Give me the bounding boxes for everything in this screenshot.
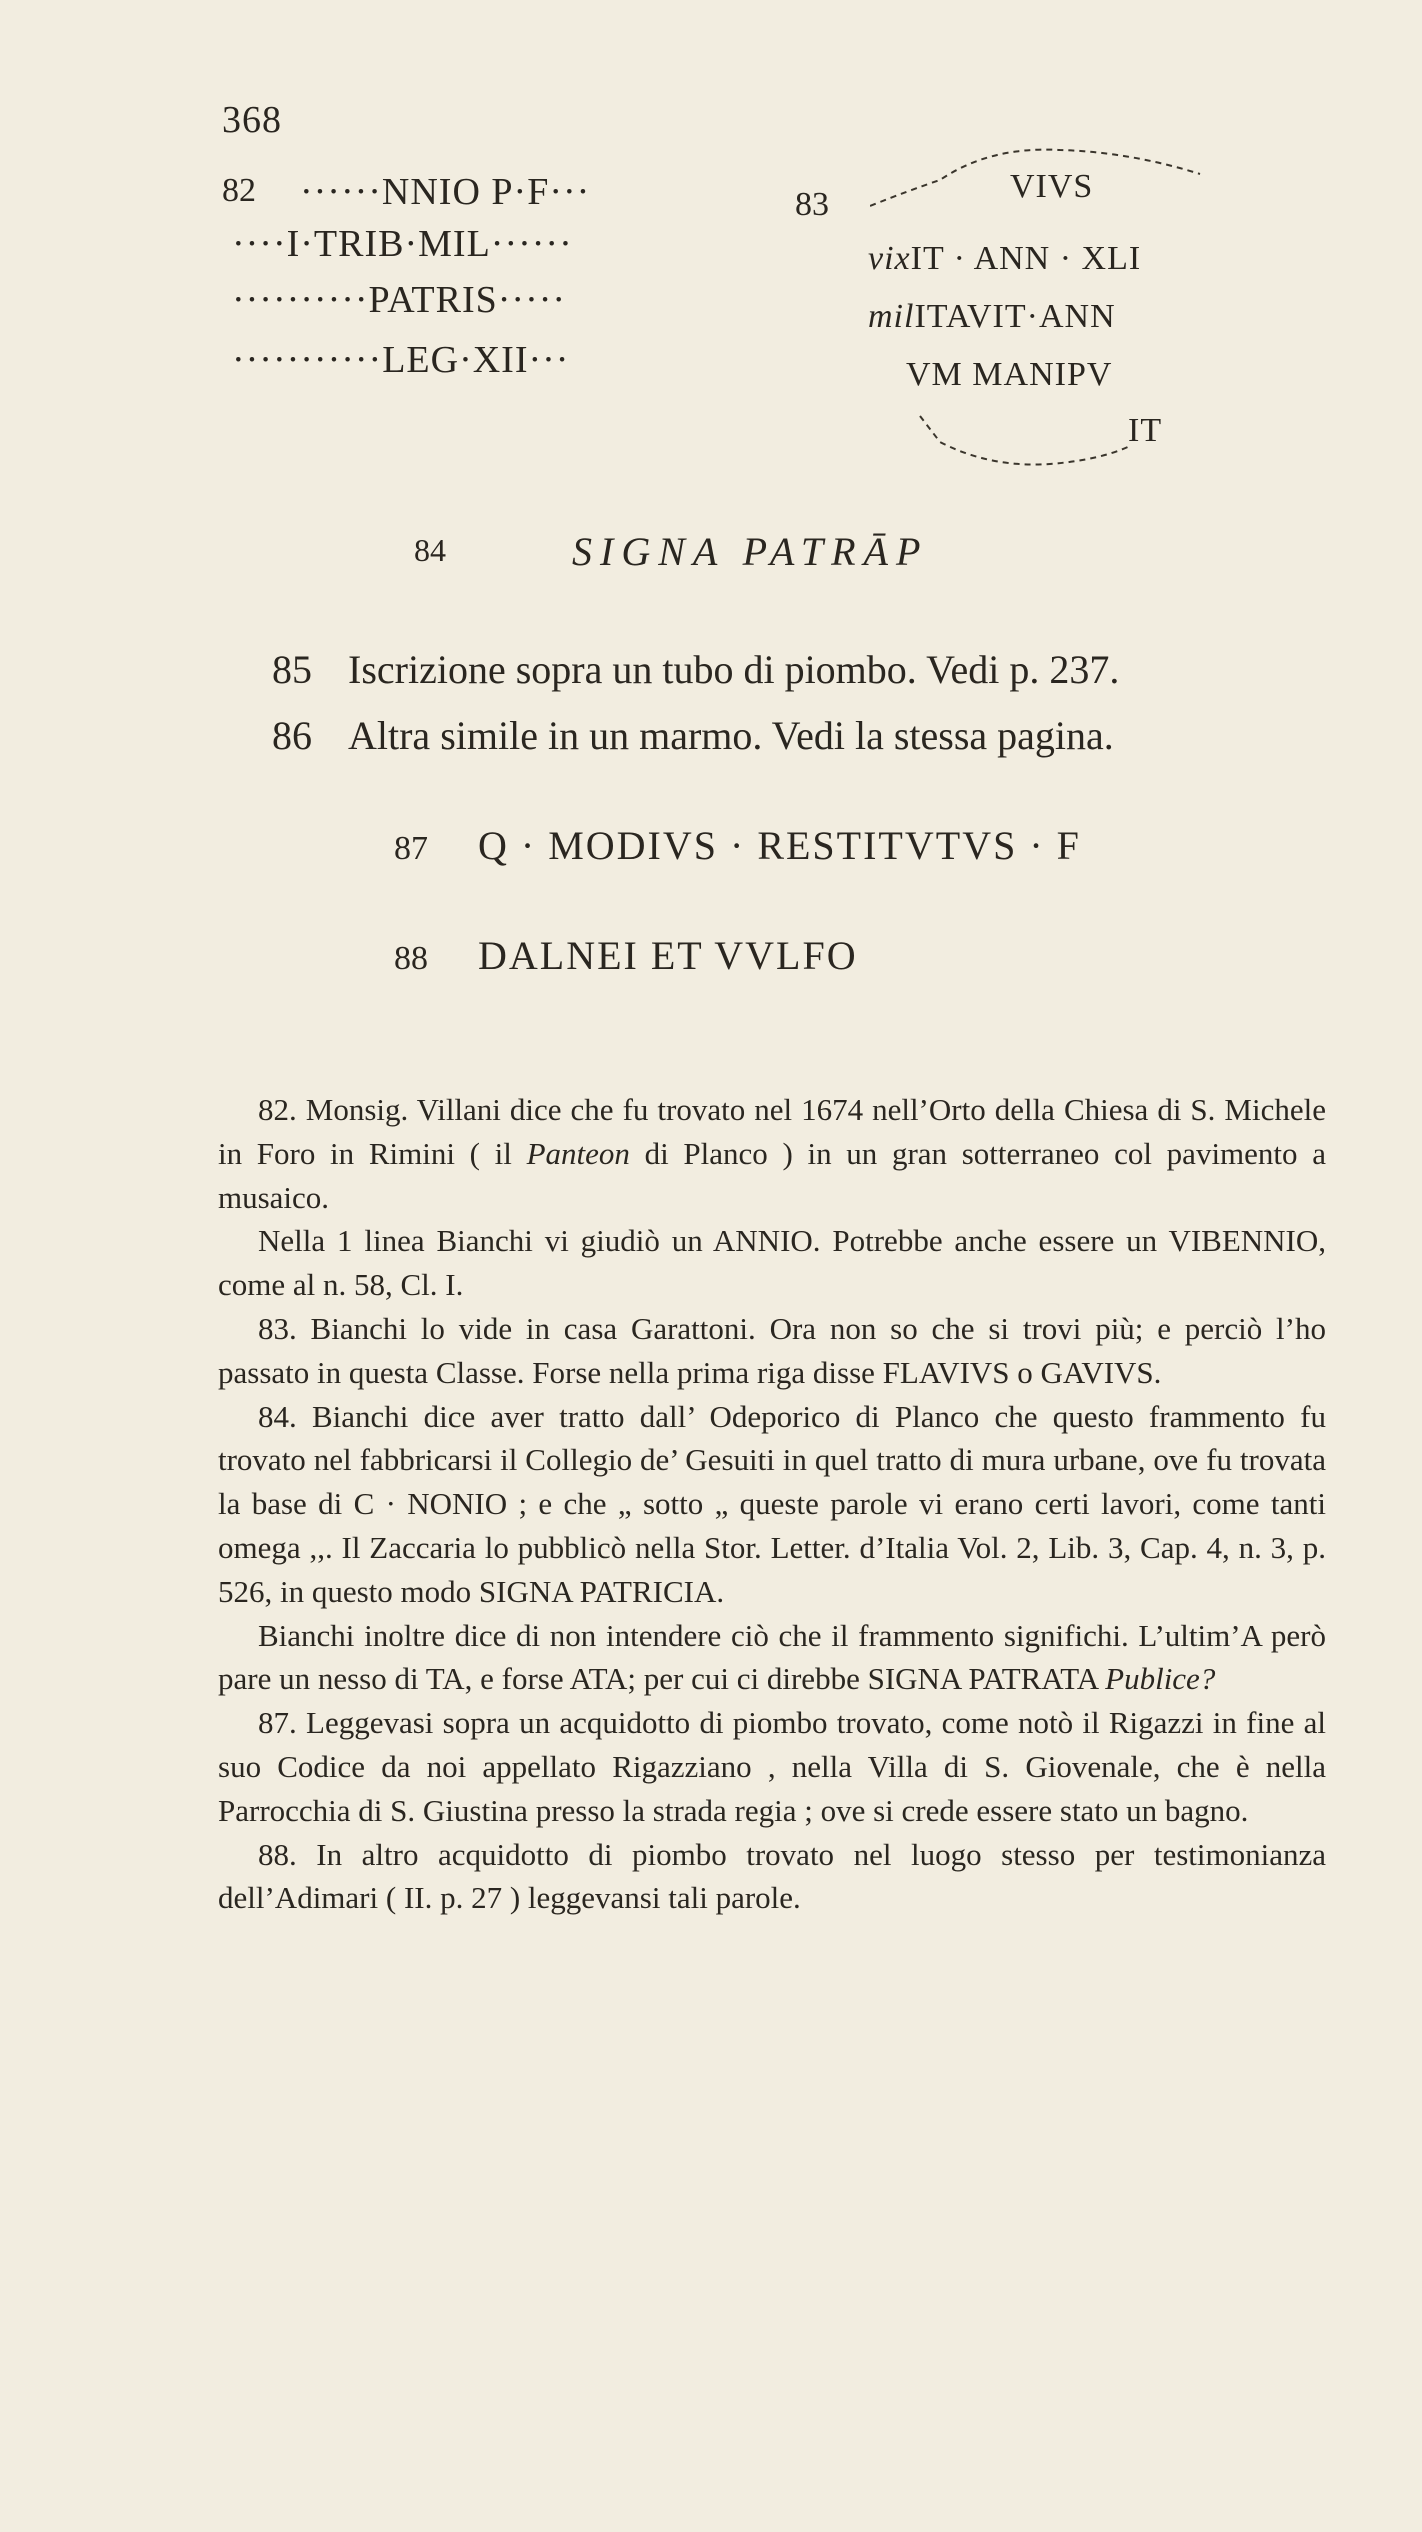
commentary-paragraph: 83. Bianchi lo vide in casa Garattoni. Ora non so che si trovi più; e perciò l’ho passato in questa Classe. Forse nella prima riga disse FLAVIVS o GAVIVS. bbox=[218, 1310, 1326, 1390]
commentary-paragraph: 88. In altro acquidotto di piombo trovato nel luogo stesso per testimonianza dell’Adimari ( II. p. 27 ) leggevansi tali parole. bbox=[218, 1836, 1326, 1916]
inscription-line: ··········PATRIS····· bbox=[232, 279, 567, 321]
commentary-paragraph: Nella 1 linea Bianchi vi giudiò un ANNIO. Potrebbe anche essere un VIBENNIO, come al n. 58, Cl. I. bbox=[218, 1223, 1326, 1303]
entry-86 bbox=[272, 712, 1114, 759]
entry-number: 85 bbox=[272, 647, 312, 692]
inscription-number-84: 84 bbox=[414, 532, 446, 568]
damage-outline-bottom bbox=[900, 412, 1150, 472]
entry-number: 86 bbox=[272, 713, 312, 758]
inscription-line: vixIT · ANN · XLI bbox=[868, 240, 1142, 277]
commentary-paragraph: 87. Leggevasi sopra un acquidotto di piombo trovato, come notò il Rigazzi in fine al suo Codice da noi appellato Rigazziano , nella Villa di S. Giovenale, che è nella Parrocchia di S. Giustina presso la strada regia ; ove si crede essere stato un bagno. bbox=[218, 1705, 1326, 1828]
inscription-line: VIVS bbox=[1010, 168, 1094, 205]
inscription-87 bbox=[394, 822, 1081, 869]
inscription-text: Q · MODIVS · RESTITVTVS · F bbox=[478, 823, 1081, 868]
inscription-number: 87 bbox=[394, 830, 428, 867]
inscription-line: ····I·TRIB·MIL······ bbox=[232, 223, 573, 265]
commentary-paragraph: 82. Monsig. Villani dice che fu trovato nel 1674 nell’Orto della Chiesa di S. Michele in Foro in Rimini ( il Panteon di Planco ) in un gran sotterraneo col pavimento a musaico. bbox=[218, 1092, 1326, 1215]
commentary-paragraph: Bianchi inoltre dice di non intendere ciò che il frammento significhi. L’ultim’A però pare un nesso di TA, e forse ATA; per cui ci direbbe SIGNA PATRATA Publice? bbox=[218, 1617, 1326, 1697]
commentary bbox=[218, 1088, 1326, 1920]
inscription-84-text: SIGNA PATRĀP bbox=[572, 529, 929, 574]
entry-85 bbox=[272, 646, 1119, 693]
inscription-number: 82 bbox=[222, 172, 256, 209]
inscription-line: milITAVIT·ANN bbox=[868, 298, 1116, 335]
page-number: 368 bbox=[222, 99, 282, 141]
inscription-text: DALNEI ET VVLFO bbox=[478, 933, 858, 978]
entry-text: Altra simile in un marmo. Vedi la stessa pagina. bbox=[348, 713, 1114, 758]
entry-text: Iscrizione sopra un tubo di piombo. Vedi p. 237. bbox=[348, 647, 1120, 692]
inscription-line: ······NNIO P·F··· bbox=[300, 171, 591, 213]
inscription-number: 88 bbox=[394, 940, 428, 977]
inscription-line: ···········LEG·XII··· bbox=[232, 339, 570, 381]
inscription-88 bbox=[394, 932, 858, 979]
inscription-line: VM MANIPV bbox=[906, 356, 1113, 393]
inscription-number: 83 bbox=[795, 186, 829, 223]
commentary-paragraph: 84. Bianchi dice aver tratto dall’ Odeporico di Planco che questo frammento fu trovato nel fabbricarsi il Collegio de’ Gesuiti in quel tratto di mura urbane, ove fu trovata la base di C · NONIO ; e che „ sotto „ queste parole vi erano certi lavori, come tanti omega ,,. Il Zaccaria lo pubblicò nella Stor. Letter. d’Italia Vol. 2, Lib. 3, Cap. 4, n. 3, p. 526, in questo modo SIGNA PATRICIA. bbox=[218, 1398, 1326, 1609]
inscription-line: IT bbox=[1128, 412, 1163, 449]
